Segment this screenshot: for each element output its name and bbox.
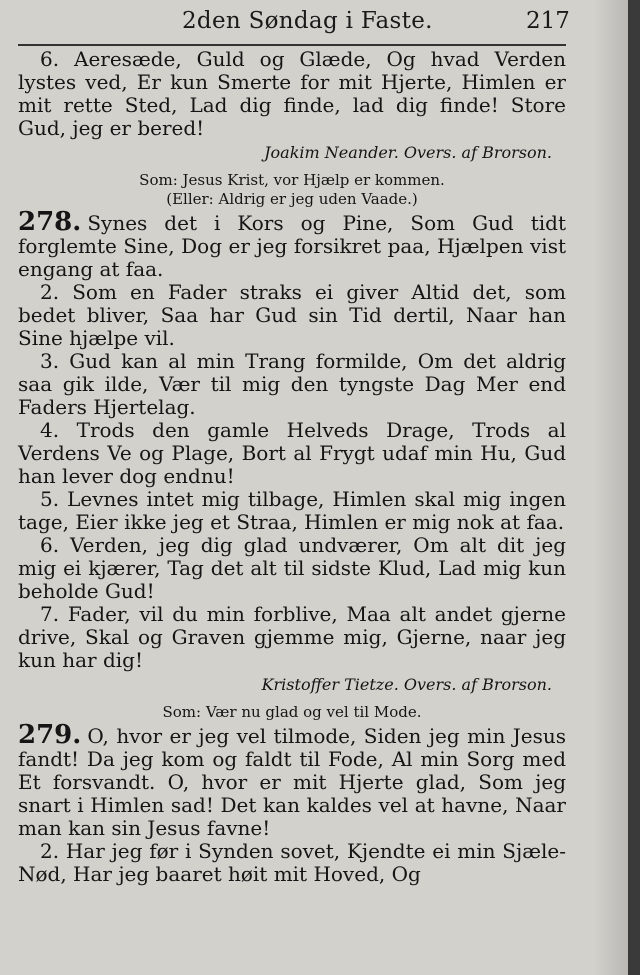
running-header bbox=[0, 0, 600, 46]
hymn-279-verse-2: 2. Har jeg før i Synden sovet, Kjendte ei min Sjæle-Nød, Har jeg baaret høit mit Hoved, Og bbox=[18, 839, 566, 886]
melody-278: Som: Jesus Krist, vor Hjælp er kommen. bbox=[139, 171, 445, 189]
melody-279: Som: Vær nu glad og vel til Mode. bbox=[162, 703, 422, 721]
hymn-278-verse-1 bbox=[18, 207, 566, 281]
hymn-278-verse-3: 3. Gud kan al min Trang formilde, Om det aldrig saa gik ilde, Vær til mig den tyngste Dag Mer end Faders Hjertelag. bbox=[18, 349, 566, 419]
attribution-278: Kristoffer Tietze. Overs. af Brorson. bbox=[261, 675, 552, 694]
hymn-278-verse-1-text: Synes det i Kors og Pine, Som Gud tidt forglemte Sine, Dog er jeg forsikret paa, Hjælpen vist engang at faa. bbox=[18, 211, 566, 281]
attribution-prev: Joakim Neander. Overs. af Brorson. bbox=[264, 143, 552, 162]
hymn-278-verse-7: 7. Fader, vil du min forblive, Maa alt andet gjerne drive, Skal og Graven gjemme mig, Gjerne, naar jeg kun har dig! bbox=[18, 602, 566, 672]
header-rule bbox=[18, 44, 566, 46]
page-number: 217 bbox=[526, 8, 570, 34]
hymn-278-verse-2: 2. Som en Fader straks ei giver Altid det, som bedet bliver, Saa har Gud sin Tid dertil, Naar han Sine hjælpe vil. bbox=[18, 280, 566, 350]
melody-278-alt: (Eller: Aldrig er jeg uden Vaade.) bbox=[166, 190, 418, 208]
hymn-278-verse-4: 4. Trods den gamle Helveds Drage, Trods al Verdens Ve og Plage, Bort al Frygt udaf min Hu, Gud han lever dog endnu! bbox=[18, 418, 566, 488]
hymn-279-verse-1-text: O, hvor er jeg vel tilmode, Siden jeg min Jesus fandt! Da jeg kom og faldt til Fode, Al min Sorg med Et forsvandt. O, hvor er mit Hjerte glad, Som jeg snart i Himlen sad! Det kan kaldes vel at havne, Naar man kan sin Jesus favne! bbox=[18, 724, 566, 840]
hymn-278-verse-5: 5. Levnes intet mig tilbage, Himlen skal mig ingen tage, Eier ikke jeg et Straa, Himlen er mig nok at faa. bbox=[18, 487, 566, 534]
page-body bbox=[18, 48, 566, 886]
page-spine-shadow bbox=[594, 0, 628, 975]
running-title: 2den Søndag i Faste. bbox=[182, 8, 433, 34]
hymn-279-verse-1 bbox=[18, 720, 566, 840]
hymn-278-verse-6: 6. Verden, jeg dig glad undværer, Om alt dit jeg mig ei kjærer, Tag det alt til sidste Klud, Lad mig kun beholde Gud! bbox=[18, 533, 566, 603]
hymn-number-278: 278. bbox=[18, 207, 82, 237]
verse-prev-6: 6. Aeresæde, Guld og Glæde, Og hvad Verden lystes ved, Er kun Smerte for mit Hjerte, Himlen er mit rette Sted, Lad dig finde, lad dig finde! Store Gud, jeg er bered! bbox=[18, 47, 566, 140]
hymn-number-279: 279. bbox=[18, 720, 82, 750]
